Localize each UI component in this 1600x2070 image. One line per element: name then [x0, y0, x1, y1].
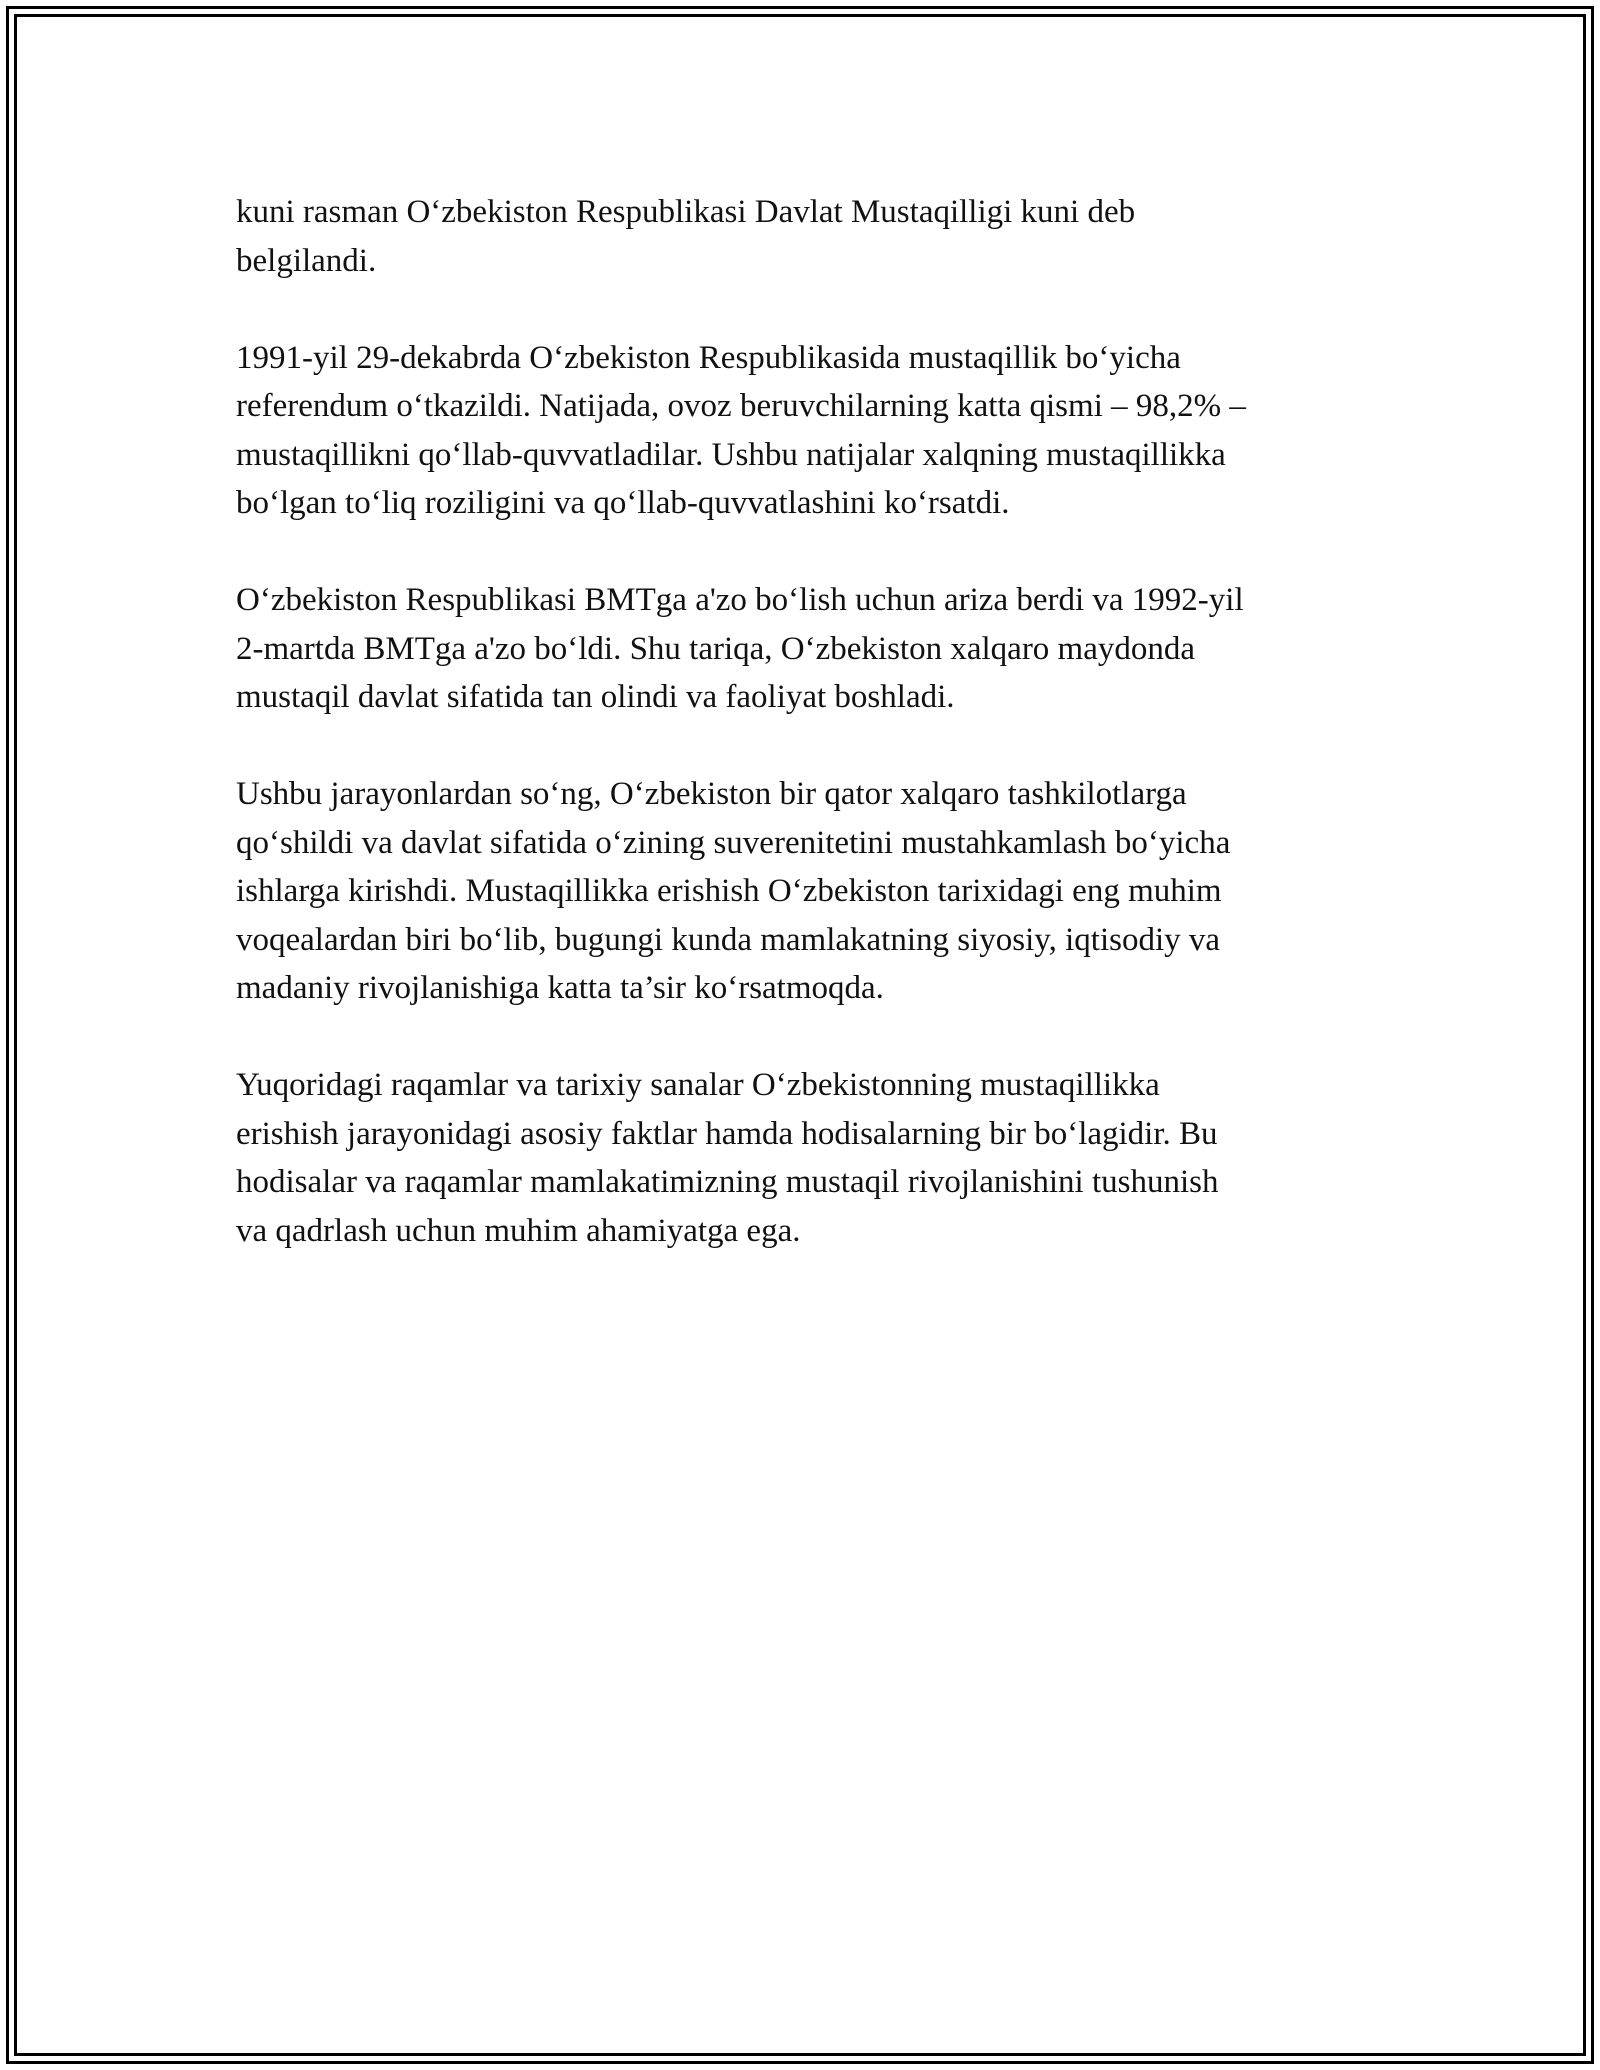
text-line: kuni rasman O‘zbekiston Respublikasi Davlat Mustaqilligi kuni deb [236, 194, 1136, 230]
text-line: va qadrlash uchun muhim ahamiyatga ega. [236, 1212, 801, 1249]
text-line: bo‘lgan to‘liq roziligini va qo‘llab-quvvatlashini ko‘rsatdi. [236, 485, 1010, 521]
text-line: ishlarga kirishdi. Mustaqillikka erishish O‘zbekiston tarixidagi eng muhim [236, 873, 1222, 909]
text-line: hodisalar va raqamlar mamlakatimizning mustaqil rivojlanishini tushunish [236, 1164, 1219, 1200]
document-body [236, 188, 1366, 1304]
text-line: referendum o‘tkazildi. Natijada, ovoz beruvchilarning katta qismi – 98,2% – [236, 388, 1246, 424]
text-line: O‘zbekiston Respublikasi BMTga a'zo bo‘lish uchun ariza berdi va 1992-yil [236, 582, 1244, 618]
paragraph-referendum [236, 334, 1366, 528]
text-line: 1991-yil 29-dekabrda O‘zbekiston Respublikasida mustaqillik bo‘yicha [236, 339, 1181, 376]
text-line: Yuqoridagi raqamlar va tarixiy sanalar O‘zbekistonning mustaqillikka [236, 1067, 1160, 1103]
text-line: mustaqillikni qo‘llab-quvvatladilar. Ushbu natijalar xalqning mustaqillikka [236, 436, 1226, 473]
text-line: 2-martda BMTga a'zo bo‘ldi. Shu tariqa, O‘zbekiston xalqaro maydonda [236, 630, 1196, 667]
paragraph-conclusion [236, 1061, 1366, 1255]
paragraph-independence-day [236, 188, 1366, 285]
text-line: mustaqil davlat sifatida tan olindi va faoliyat boshladi. [236, 679, 955, 715]
text-line: voqealardan biri bo‘lib, bugungi kunda mamlakatning siyosiy, iqtisodiy va [236, 921, 1221, 958]
paragraph-international-organizations [236, 770, 1366, 1013]
text-line: Ushbu jarayonlardan so‘ng, O‘zbekiston bir qator xalqaro tashkilotlarga [236, 776, 1187, 812]
text-line: madaniy rivojlanishiga katta ta’sir ko‘rsatmoqda. [236, 970, 884, 1006]
text-line: belgilandi. [236, 242, 377, 279]
paragraph-un-membership [236, 576, 1366, 722]
text-line: qo‘shildi va davlat sifatida o‘zining suverenitetini mustahkamlash bo‘yicha [236, 824, 1231, 861]
text-line: erishish jarayonidagi asosiy faktlar hamda hodisalarning bir bo‘lagidir. Bu [236, 1115, 1218, 1152]
